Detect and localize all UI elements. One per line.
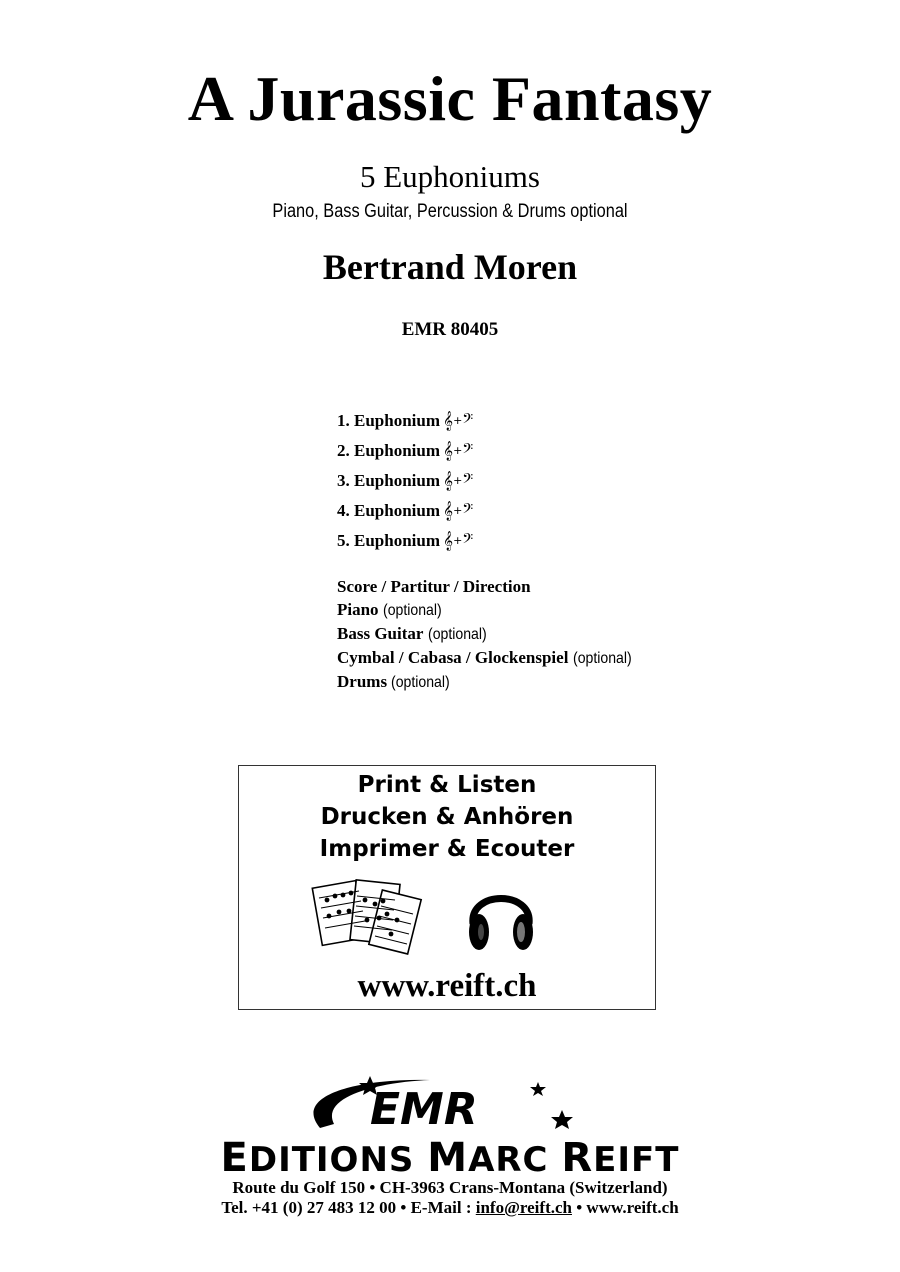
part-label: 2. Euphonium xyxy=(337,441,440,460)
optional-note: (optional) xyxy=(572,650,632,667)
part-item xyxy=(337,496,637,526)
treble-bass-clef-icon: 𝄞+𝄢 xyxy=(443,471,474,491)
publisher-address: Route du Golf 150 • CH-3963 Crans-Montana (Switzerland) xyxy=(232,1178,668,1197)
part-label: 1. Euphonium xyxy=(337,411,440,430)
website-text: • www.reift.ch xyxy=(571,1198,679,1217)
extra-item xyxy=(337,646,757,670)
promo-line-de: Drucken & Anhören xyxy=(320,804,574,830)
emr-logo xyxy=(300,1072,580,1144)
treble-bass-clef-icon: 𝄞+𝄢 xyxy=(443,531,474,551)
publisher-initial: M xyxy=(427,1135,469,1181)
extra-item xyxy=(337,622,757,646)
publisher-initial: E xyxy=(220,1135,249,1181)
extra-label: Bass Guitar xyxy=(337,624,424,643)
publisher-word: ARC xyxy=(468,1140,562,1180)
extra-label: Piano xyxy=(337,600,379,619)
headphones-icon xyxy=(463,876,539,958)
publisher-word: DITIONS xyxy=(248,1140,428,1180)
catalog-number: EMR 80405 xyxy=(401,319,499,340)
parts-list xyxy=(337,406,637,556)
emr-logo-text: EMR xyxy=(370,1084,478,1135)
website-url[interactable]: www.reift.ch xyxy=(357,968,537,1004)
optional-note: (optional) xyxy=(382,602,442,619)
email-link[interactable]: info@reift.ch xyxy=(475,1198,572,1217)
publisher-name xyxy=(0,1135,900,1181)
extra-label: Drums xyxy=(337,672,388,691)
part-label: 5. Euphonium xyxy=(337,531,440,550)
publisher-contact xyxy=(0,1197,900,1219)
treble-bass-clef-icon: 𝄞+𝄢 xyxy=(443,411,474,431)
part-label: 3. Euphonium xyxy=(337,471,440,490)
extra-label: Score / Partitur / Direction xyxy=(337,577,531,596)
treble-bass-clef-icon: 𝄞+𝄢 xyxy=(443,441,474,461)
print-listen-box xyxy=(238,765,656,1010)
extras-list xyxy=(337,575,757,694)
optional-note: (optional) xyxy=(427,626,487,643)
publisher-word: EIFT xyxy=(593,1140,680,1180)
extra-item xyxy=(337,575,757,598)
promo-line-fr: Imprimer & Ecouter xyxy=(319,836,575,862)
instrumentation: 5 Euphoniums xyxy=(360,159,540,194)
sheet-music-icon xyxy=(309,874,425,956)
extra-item xyxy=(337,670,757,694)
composer-name: Bertrand Moren xyxy=(322,247,578,287)
part-item xyxy=(337,526,637,556)
part-item xyxy=(337,436,637,466)
part-item xyxy=(337,406,637,436)
extra-item xyxy=(337,598,757,622)
accompaniment: Piano, Bass Guitar, Percussion & Drums optional xyxy=(272,201,628,222)
page-title: A Jurassic Fantasy xyxy=(187,63,713,134)
promo-line-en: Print & Listen xyxy=(357,772,537,798)
part-item xyxy=(337,466,637,496)
extra-label: Cymbal / Cabasa / Glockenspiel xyxy=(337,648,569,667)
part-label: 4. Euphonium xyxy=(337,501,440,520)
treble-bass-clef-icon: 𝄞+𝄢 xyxy=(443,501,474,521)
telephone-text: Tel. +41 (0) 27 483 12 00 • E-Mail : xyxy=(221,1198,476,1217)
publisher-initial: R xyxy=(561,1135,594,1181)
optional-note: (optional) xyxy=(391,674,451,691)
